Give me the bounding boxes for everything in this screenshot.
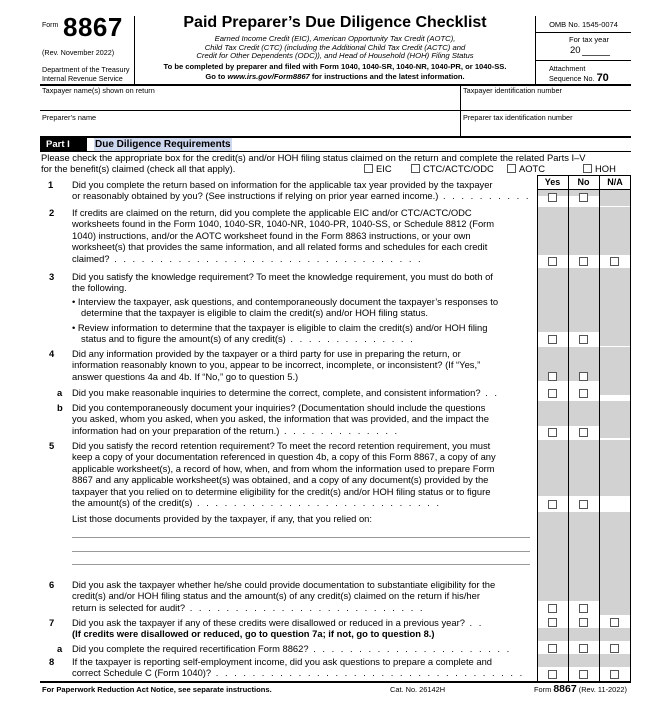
omb-number: OMB No. 1545-0074 [549,20,618,29]
q6-text: Did you ask the taxpayer whether he/she could provide documentation to substantiate eligibility for the credit(s) and/or HOH filing status and the amount(s) of any credit(s) claimed on the return if his/her return is selected for audit? . . . . . . . . . . . . . . . . . . . . . . . . . . [72,579,496,613]
q6-number: 6 [49,579,55,590]
q2-yes-checkbox[interactable] [548,257,557,266]
q4b-letter: b [57,402,63,413]
part-label: Part I [40,138,87,151]
q7-no-checkbox[interactable] [579,618,588,627]
q5-number: 5 [49,440,55,451]
q4-yes-checkbox[interactable] [548,372,557,381]
q4a-no-checkbox[interactable] [579,389,588,398]
q4a-yes-checkbox[interactable] [548,389,557,398]
q8-yes-checkbox[interactable] [548,670,557,679]
form-title: Paid Preparer’s Due Diligence Checklist [183,14,487,31]
q5-no-checkbox[interactable] [579,500,588,509]
q2-no-checkbox[interactable] [579,257,588,266]
q6-yes-checkbox[interactable] [548,604,557,613]
taxpayer-id-field[interactable] [462,95,630,110]
intro-instruction-2: for the benefit(s) claimed (check all that apply). [41,163,236,174]
q2-number: 2 [49,207,55,218]
q8-na-checkbox[interactable] [610,670,619,679]
q7-text: Did you ask the taxpayer if any of these credits were disallowed or reduced in a previous year? . . (If credits were disallowed or reduced, go to question 7a; if not, go to question 8.) [72,617,484,640]
q5-list-label: List those documents provided by the taxpayer, if any, that you relied on: [72,513,373,524]
q4a-text: Did you make reasonable inquiries to determine the correct, complete, and consistent information? . . [72,387,499,398]
checkbox-hoh[interactable] [583,164,592,173]
q3-no-checkbox[interactable] [579,335,588,344]
checkbox-eic[interactable] [364,164,373,173]
q5-documents-line-2[interactable] [72,551,530,552]
taxpayer-name-field[interactable] [42,95,460,110]
tax-year-prefix: 20 [570,45,581,56]
q5-documents-line-1[interactable] [72,537,530,538]
preparer-name-field[interactable] [42,122,460,136]
department-line2: Internal Revenue Service [42,74,123,83]
q8-text: If the taxpayer is reporting self-employment income, did you ask questions to prepare a complete and correct Schedule C (Form 1040)? . . . . . . . . . . . . . . . . . . . . . . . . . . . . . . . . . . [72,656,525,679]
q7-number: 7 [49,617,55,628]
attachment-label: Attachment [549,64,586,73]
q7a-na-checkbox[interactable] [610,644,619,653]
q1-text: Did you complete the return based on information for the applicable tax year provided by the taxpayer or reasonably obtained by you? (See instructions if relying on prior year earned income.) . . . . . . . . . . [72,179,531,202]
q5-documents-line-3[interactable] [72,564,530,565]
q4-no-checkbox[interactable] [579,372,588,381]
q8-number: 8 [49,656,55,667]
q2-na-checkbox[interactable] [610,257,619,266]
checkbox-ctc[interactable] [411,164,420,173]
option-aotc[interactable]: AOTC [507,163,545,174]
form-label: Form [42,22,59,29]
q7a-letter: a [57,643,63,654]
taxpayer-name-label: Taxpayer name(s) shown on return [42,86,155,95]
q7-na-checkbox[interactable] [610,618,619,627]
q5-text: Did you satisfy the record retention requirement? To meet the record retention requirement, you must keep a copy of your documentation referenced in question 4b, a copy of this Form 8867, a copy of any applicable worksheet(s), a record of how, when, and from whom the information used to prepare Form 8867 and any applicable worksheet(s) was obtained, and a copy of any document(s) provided by the taxpayer that you relied on to determine eligibility for the credit(s) and/or HOH filing status or to figure the amount(s) of the credit(s) . . . . . . . . . . . . . . . . . . . . . . . . . . . [72,440,496,509]
q7a-yes-checkbox[interactable] [548,644,557,653]
sequence-number: 70 [596,72,609,84]
checkbox-aotc[interactable] [507,164,516,173]
intro-instruction: Please check the appropriate box for the credit(s) and/or HOH filing status claimed on the return and complete the related Parts I–V [41,152,586,163]
q3-yes-checkbox[interactable] [548,335,557,344]
sequence-label: Sequence No. 70 [549,72,609,84]
q4-number: 4 [49,348,55,359]
revision-date: (Rev. November 2022) [42,48,115,57]
preparer-id-field[interactable] [462,122,630,136]
taxpayer-id-label: Taxpayer identification number [463,86,562,95]
q3-text: Did you satisfy the knowledge requirement? To meet the knowledge requirement, you must do both of the following. [72,271,493,294]
tax-year-label: For tax year [569,35,610,44]
form-subtitle: Earned Income Credit (EIC), American Opportunity Tax Credit (AOTC), Child Tax Credit (CTC) (including the Additional Child Tax Credit (ACTC) and Credit for Other Dependents (ODC)), and Head of Household (HOH) Filing Status [196,34,474,61]
q4b-text: Did you contemporaneously document your inquiries? (Documentation should include the questions you asked, whom you asked, when you asked, the information that was provided, and the impact the information had on your preparation of the return.) . . . . . . . . . . . . . [72,402,489,436]
option-eic[interactable]: EIC [364,163,392,174]
paperwork-notice: For Paperwork Reduction Act Notice, see separate instructions. [42,685,272,694]
part-title: Due Diligence Requirements [95,139,231,150]
q4-text: Did any information provided by the taxpayer or a third party for use in preparing the return, or information reasonably known to you, appear to be incorrect, incomplete, or inconsistent? (If “Yes,” answer questions 4a and 4b. If “No,” go to question 5.) [72,348,481,382]
option-ctc[interactable]: CTC/ACTC/ODC [411,163,494,174]
q5-yes-checkbox[interactable] [548,500,557,509]
column-yes: Yes [544,177,561,187]
q7a-no-checkbox[interactable] [579,644,588,653]
q7-yes-checkbox[interactable] [548,618,557,627]
catalog-number: Cat. No. 26142H [390,685,446,694]
department-line1: Department of the Treasury [42,65,130,74]
column-no: No [577,177,590,187]
irs-link[interactable]: www.irs.gov/Form8867 [227,71,310,81]
q3-bullet-interview: • Interview the taxpayer, ask questions, and contemporaneously document the taxpayer’s responses to determine that the taxpayer is eligible to claim the credit(s) and/or HOH filing status. [72,296,499,319]
q7a-text: Did you complete the required recertification Form 8862? . . . . . . . . . . . . . . . . . . . . . . [72,643,512,654]
q1-number: 1 [48,179,54,190]
q3-number: 3 [49,271,55,282]
form-number: 8867 [63,12,123,42]
column-na: N/A [607,177,623,187]
footer-form-id: Form 8867 (Rev. 11-2022) [534,683,627,695]
q3-bullet-review: • Review information to determine that the taxpayer is eligible to claim the credit(s) and/or HOH filing status and to figure the amount(s) of any credit(s) . . . . . . . . . . . . . . [72,322,488,345]
q4b-yes-checkbox[interactable] [548,428,557,437]
preparer-name-label: Preparer’s name [42,113,97,122]
q4a-letter: a [57,387,63,398]
q8-no-checkbox[interactable] [579,670,588,679]
q2-text: If credits are claimed on the return, did you complete the applicable EIC and/or CTC/ACTC/ODC worksheets found in the Form 1040, 1040-SR, 1040-NR, 1040-PR, 1040-SS, or Schedule 8812 (Form 1040) instructions, and/or the AOTC worksheet found in the Form 8863 instructions, or your own worksheet(s) that provides the same information, and all related forms and schedules for each credit claimed? . . . . . . . . . . . . . . . . . . . . . . . . . . . . . . . . . . [72,207,495,264]
form-instructions: To be completed by preparer and filed with Form 1040, 1040-SR, 1040-NR, 1040-PR, or 1040-SS. Go to www.irs.gov/Form8867 for instructions and the latest information. [163,62,507,81]
option-hoh[interactable]: HOH [583,163,616,174]
preparer-id-label: Preparer tax identification number [463,113,573,122]
q1-yes-checkbox[interactable] [548,193,557,202]
q1-no-checkbox[interactable] [579,193,588,202]
q4b-no-checkbox[interactable] [579,428,588,437]
q6-no-checkbox[interactable] [579,604,588,613]
tax-year-input[interactable] [582,55,610,56]
